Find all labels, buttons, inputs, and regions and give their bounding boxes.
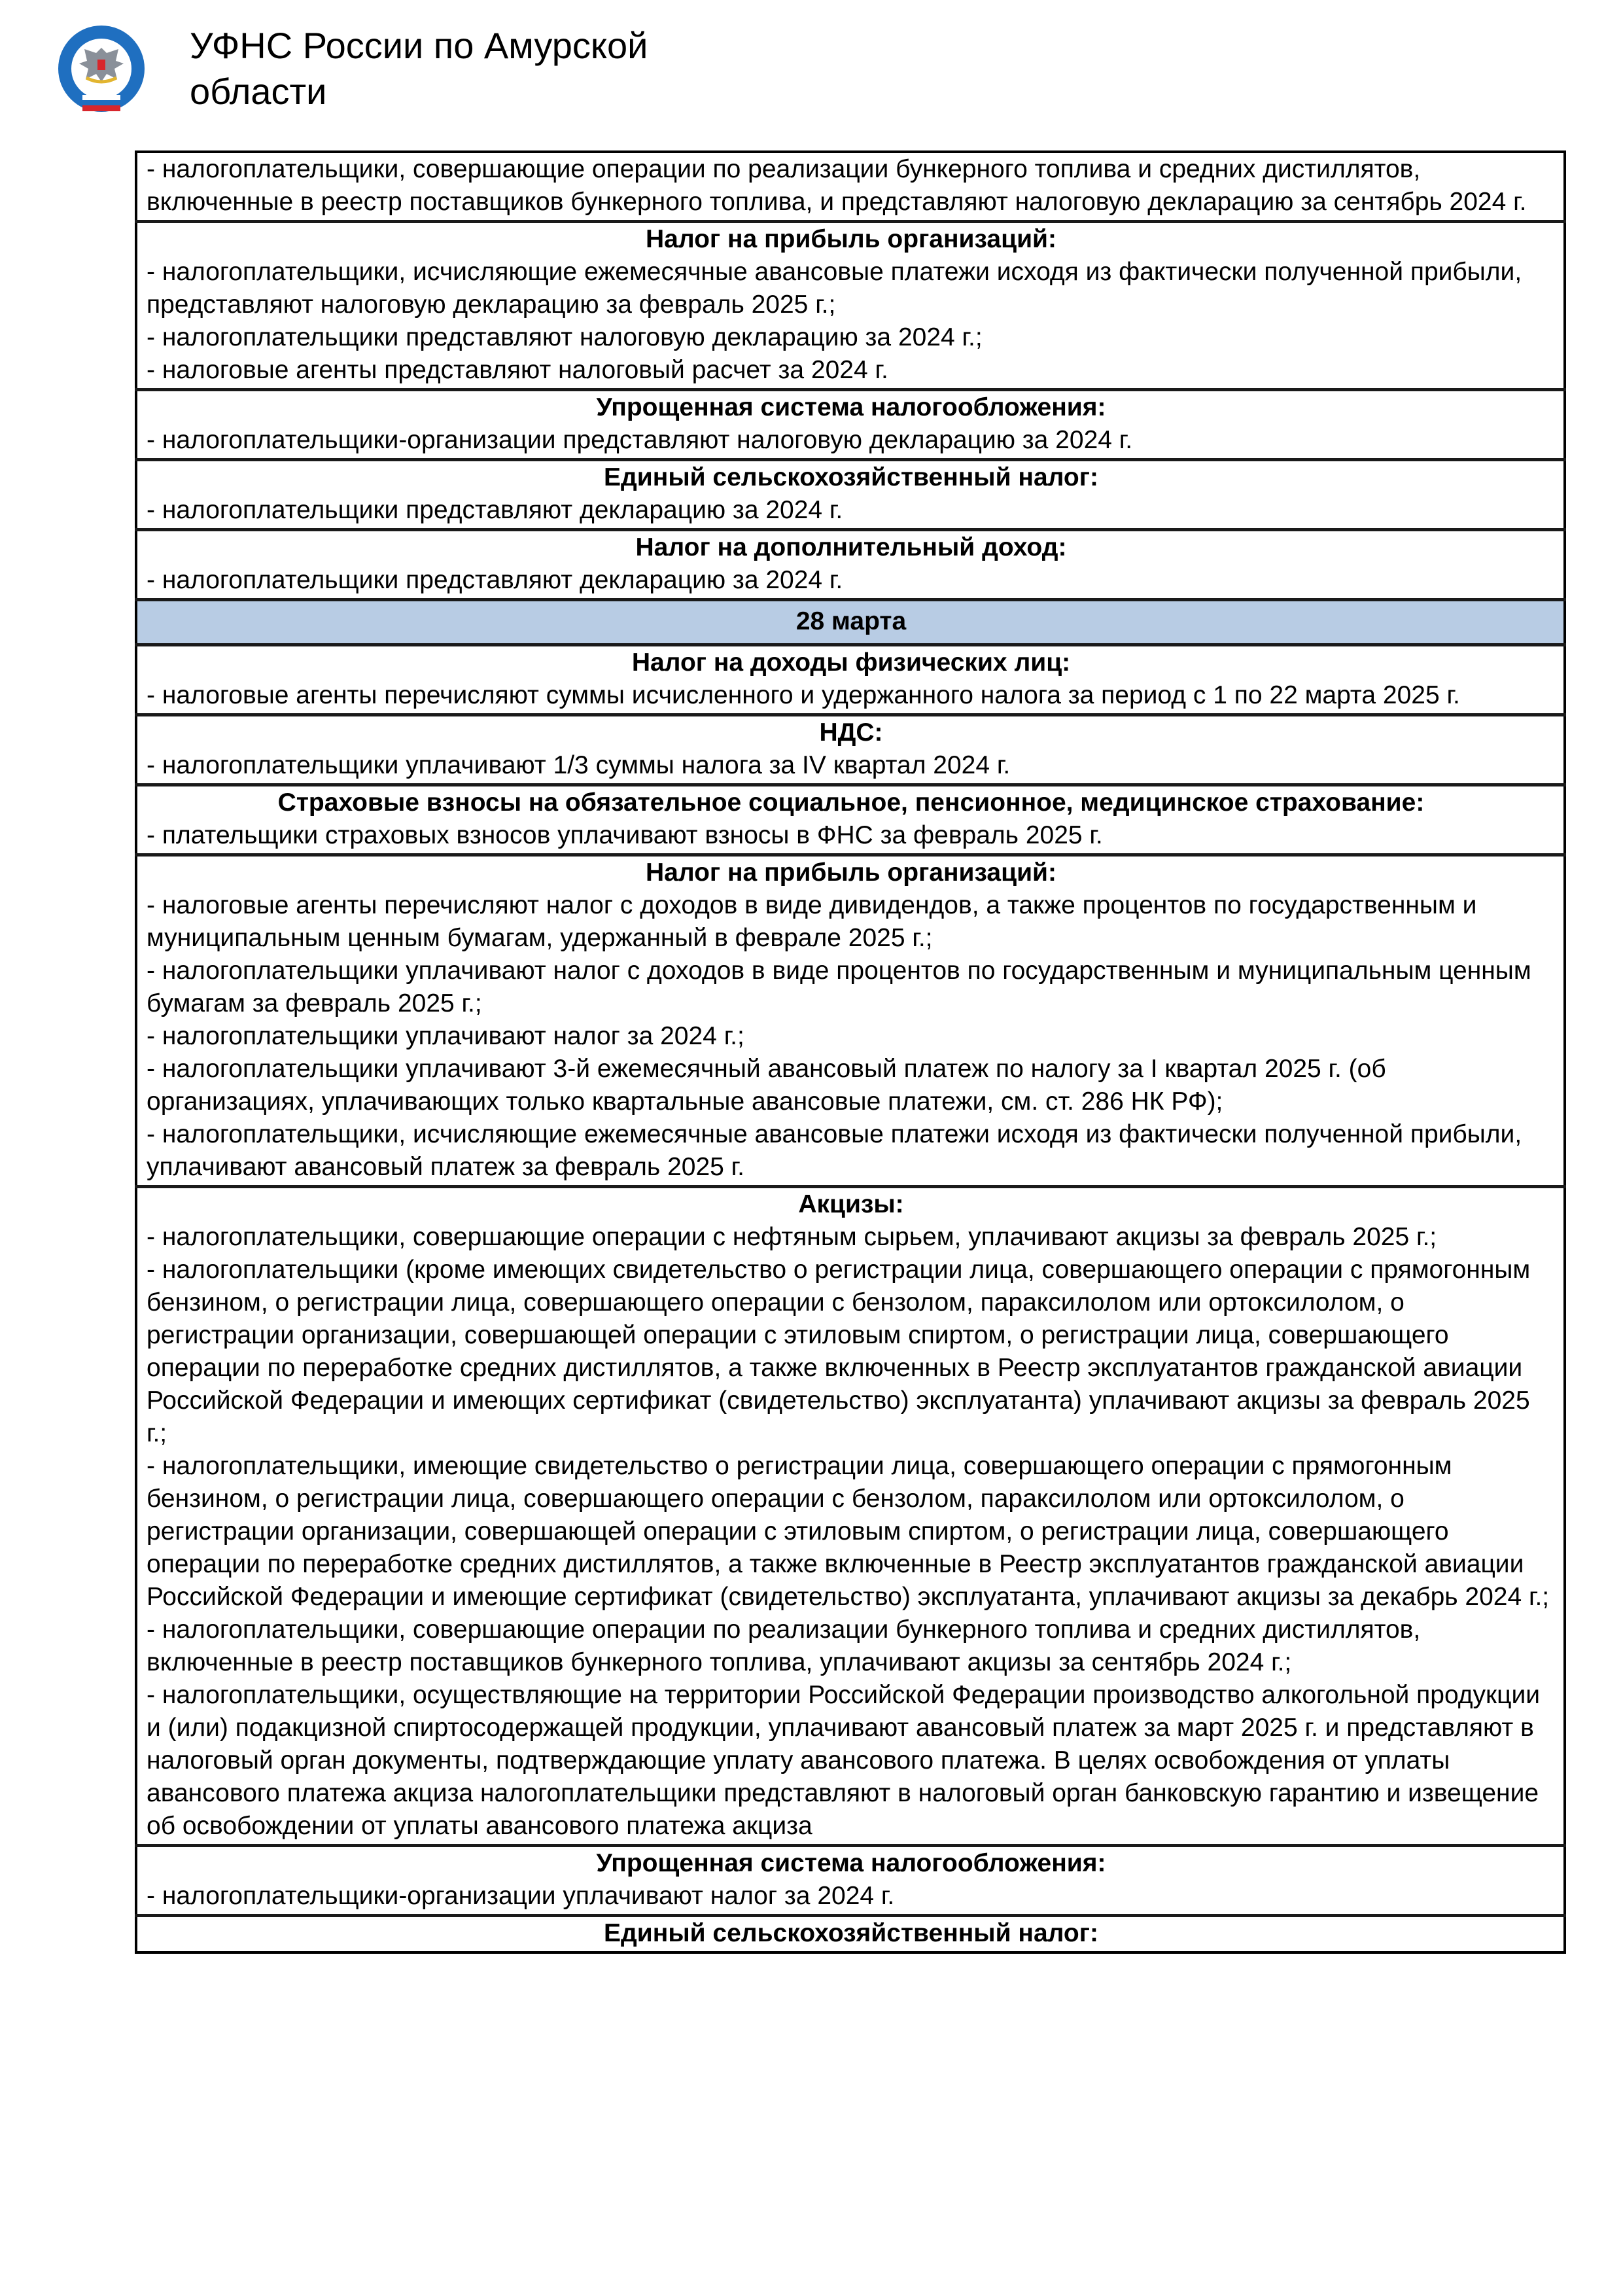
table-row (136, 715, 1565, 785)
date-heading: 28 марта (795, 607, 907, 635)
table-cell (136, 1846, 1565, 1916)
table-cell (136, 645, 1565, 715)
table-row (136, 1916, 1565, 1953)
table-row (136, 1846, 1565, 1916)
table-cell (136, 390, 1565, 460)
section-title: Налог на дополнительный доход: (635, 533, 1067, 561)
list-item: - налогоплательщики, исчисляющие ежемесячные авансовые платежи исходя из фактически полученной прибыли, уплачивают авансовый платеж за февраль 2025 г. (147, 1120, 1522, 1181)
section-title: Единый сельскохозяйственный налог: (604, 463, 1098, 491)
table-row (136, 645, 1565, 715)
table-row (136, 530, 1565, 600)
table-cell (136, 530, 1565, 600)
section-title: Упрощенная система налогообложения: (596, 1849, 1106, 1877)
list-item: - налогоплательщики, имеющие свидетельство о регистрации лица, совершающего операции с прямогонным бензином, о регистрации лица, совершающего операции с бензолом, параксилолом или ортоксилолом, о регистрации организации, совершающей операции с этиловым спиртом, о регистрации лица, совершающего операции по переработке средних дистиллятов, а также включенные в Реестр эксплуатантов гражданской авиации Российской Федерации и имеющие сертификат (свидетельство) эксплуатанта, уплачивают акцизы за декабрь 2024 г.; (147, 1452, 1550, 1611)
tax-calendar-table (135, 150, 1566, 1954)
section-title: Страховые взносы на обязательное социальное, пенсионное, медицинское страхование: (277, 788, 1425, 817)
section-title: Единый сельскохозяйственный налог: (604, 1919, 1098, 1947)
list-item: - налогоплательщики уплачивают налог с доходов в виде процентов по государственным и муниципальным ценным бумагам за февраль 2025 г.; (147, 957, 1531, 1017)
list-item: - налогоплательщики-организации представляют налоговую декларацию за 2024 г. (147, 426, 1133, 454)
date-row (136, 600, 1565, 645)
list-item: - налогоплательщики уплачивают налог за 2024 г.; (147, 1022, 744, 1050)
list-item: - налогоплательщики уплачивают 3-й ежемесячный авансовый платеж по налогу за I квартал 2025 г. (об организациях, уплачивающих только квартальные авансовые платежи, см. ст. 286 НК РФ); (147, 1055, 1386, 1116)
section-title: Налог на прибыль организаций: (645, 858, 1057, 887)
list-item: - налогоплательщики, совершающие операции по реализации бункерного топлива и средних дистиллятов, включенные в реестр поставщиков бункерного топлива, и представляют налоговую декларацию за сентябрь 2024 г. (147, 155, 1527, 216)
list-item: - плательщики страховых взносов уплачивают взносы в ФНС за февраль 2025 г. (147, 821, 1103, 849)
table-cell (136, 460, 1565, 530)
section-title: Акцизы: (798, 1190, 904, 1218)
list-item: - налогоплательщики представляют налоговую декларацию за 2024 г.; (147, 323, 983, 351)
table-cell (136, 785, 1565, 855)
table-cell (136, 222, 1565, 390)
section-title: Налог на прибыль организаций: (645, 225, 1057, 253)
organization-title: УФНС России по Амурской области (190, 25, 648, 112)
table-row (136, 855, 1565, 1187)
list-item: - налогоплательщики, совершающие операции по реализации бункерного топлива и средних дистиллятов, включенные в реестр поставщиков бункерного топлива, уплачивают акцизы за сентябрь 2024 г.; (147, 1616, 1421, 1676)
table-row (136, 1187, 1565, 1846)
table-cell (136, 1916, 1565, 1953)
section-title: Упрощенная система налогообложения: (596, 393, 1106, 421)
table-cell (136, 1187, 1565, 1846)
list-item: - налогоплательщики, совершающие операции с нефтяным сырьем, уплачивают акцизы за февраль 2025 г.; (147, 1223, 1437, 1251)
table-row (136, 222, 1565, 390)
list-item: - налогоплательщики, осуществляющие на территории Российской Федерации производство алкогольной продукции и (или) подакцизной спиртосодержащей продукции, уплачивают авансовый платеж за март 2025 г. и представляют в налоговый орган документы, подтверждающие уплату авансового платежа. В целях освобождения от уплаты авансового платежа акциза налогоплательщики представляют в налоговый орган банковскую гарантию и извещение об освобождении от уплаты авансового платежа акциза (147, 1681, 1541, 1840)
list-item: - налоговые агенты перечисляют налог с доходов в виде дивидендов, а также процентов по государственным и муниципальным ценным бумагам, удержанный в феврале 2025 г.; (147, 891, 1477, 952)
table-cell (136, 600, 1565, 645)
list-item: - налогоплательщики представляют декларацию за 2024 г. (147, 496, 843, 524)
table-row (136, 785, 1565, 855)
table-row (136, 390, 1565, 460)
list-item: - налогоплательщики представляют декларацию за 2024 г. (147, 566, 843, 594)
table-cell (136, 152, 1565, 222)
table-row (136, 460, 1565, 530)
list-item: - налогоплательщики-организации уплачивают налог за 2024 г. (147, 1882, 895, 1910)
list-item: - налогоплательщики (кроме имеющих свидетельство о регистрации лица, совершающего операции с прямогонным бензином, о регистрации лица, совершающего операции с бензолом, параксилолом или ортоксилолом, о регистрации организации, совершающей операции с этиловым спиртом, о регистрации лица, совершающего операции по переработке средних дистиллятов, а также включенных в Реестр эксплуатантов гражданской авиации Российской Федерации и имеющих сертификат (свидетельство) эксплуатанта) уплачивают акцизы за февраль 2025 г.; (147, 1256, 1531, 1447)
table-cell (136, 855, 1565, 1187)
table-row (136, 152, 1565, 222)
page-header (52, 18, 778, 123)
list-item: - налогоплательщики, исчисляющие ежемесячные авансовые платежи исходя из фактически полученной прибыли, представляют налоговую декларацию за февраль 2025 г.; (147, 258, 1522, 319)
fns-emblem-icon (52, 22, 150, 120)
list-item: - налогоплательщики уплачивают 1/3 суммы налога за IV квартал 2024 г. (147, 751, 1011, 779)
list-item: - налоговые агенты представляют налоговый расчет за 2024 г. (147, 356, 888, 384)
section-title: НДС: (819, 718, 883, 747)
list-item: - налоговые агенты перечисляют суммы исчисленного и удержанного налога за период с 1 по 22 марта 2025 г. (147, 681, 1460, 709)
section-title: Налог на доходы физических лиц: (631, 648, 1071, 677)
table-cell (136, 715, 1565, 785)
